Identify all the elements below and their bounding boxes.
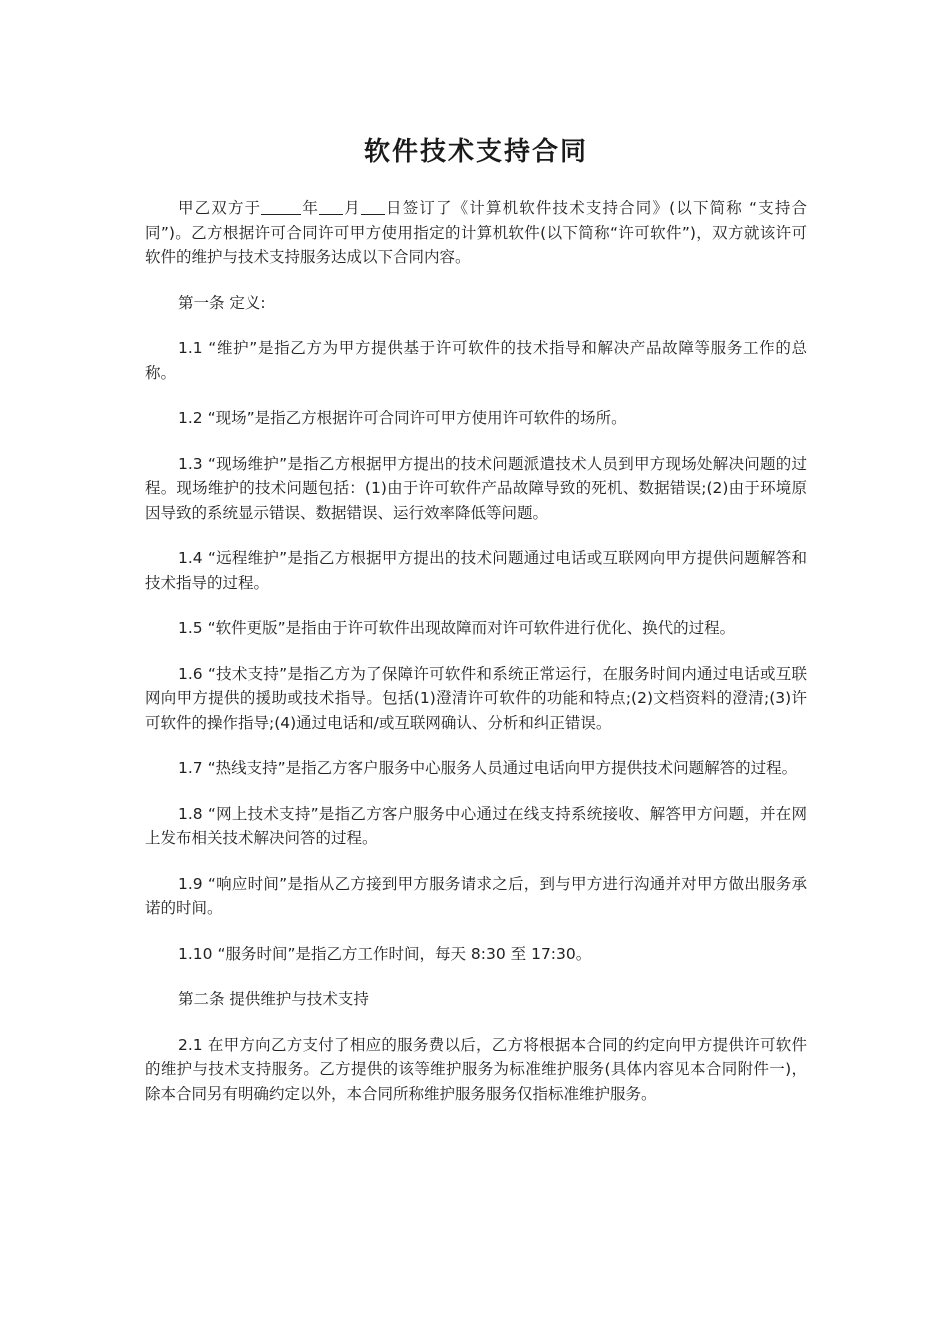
document-title: 软件技术支持合同 bbox=[363, 137, 588, 167]
intro-text-4: 日签订了《计算机软件技术支持合同》(以下简称 “支持合同”)。乙方根据许可合同许可甲方使用指定的计算机软件(以下简称“许可软件”)，双方就该许可软件的维护与技术支持服务达成以下合同内容。 bbox=[145, 199, 807, 266]
month-blank bbox=[319, 198, 343, 215]
intro-text-3: 月 bbox=[343, 199, 361, 217]
clause-1-9: 1.9 “响应时间”是指从乙方接到甲方服务请求之后，到与甲方进行沟通并对甲方做出服务承诺的时间。 bbox=[145, 874, 807, 917]
clause-1-7: 1.7 “热线支持”是指乙方客户服务中心服务人员通过电话向甲方提供技术问题解答的过程。 bbox=[178, 759, 798, 777]
clause-1-2: 1.2 “现场”是指乙方根据许可合同许可甲方使用许可软件的场所。 bbox=[178, 409, 627, 427]
clause-1-10: 1.10 “服务时间”是指乙方工作时间，每天 8:30 至 17:30。 bbox=[178, 944, 592, 963]
intro-paragraph bbox=[145, 196, 807, 270]
day-blank bbox=[361, 198, 385, 215]
year-blank bbox=[261, 198, 301, 215]
clause-1-6: 1.6 “技术支持”是指乙方为了保障许可软件和系统正常运行，在服务时间内通过电话或互联网向甲方提供的援助或技术指导。包括(1)澄清许可软件的功能和特点;(2)文档资料的澄清;(3)许可软件的操作指导;(4)通过电话和/或互联网确认、分析和纠正错误。 bbox=[145, 664, 807, 732]
article-1-heading: 第一条 定义: bbox=[178, 293, 266, 312]
article-2-heading: 第二条 提供维护与技术支持 bbox=[178, 990, 369, 1008]
intro-text-1: 甲乙双方于 bbox=[178, 199, 262, 217]
intro-text-2: 年 bbox=[301, 199, 320, 217]
clause-1-3: 1.3 “现场维护”是指乙方根据甲方提出的技术问题派遣技术人员到甲方现场处解决问题的过程。现场维护的技术问题包括：(1)由于许可软件产品故障导致的死机、数据错误;(2)由于环境原因导致的系统显示错误、数据错误、运行效率降低等问题。 bbox=[145, 454, 807, 522]
clause-1-5: 1.5 “软件更版”是指由于许可软件出现故障而对许可软件进行优化、换代的过程。 bbox=[178, 619, 736, 637]
clause-2-1: 2.1 在甲方向乙方支付了相应的服务费以后，乙方将根据本合同的约定向甲方提供许可软件的维护与技术支持服务。乙方提供的该等维护服务为标准维护服务(具体内容见本合同附件一)，除本合同另有明确约定以外，本合同所称维护服务服务仅指标准维护服务。 bbox=[145, 1035, 807, 1103]
clause-1-1: 1.1 “维护”是指乙方为甲方提供基于许可软件的技术指导和解决产品故障等服务工作的总称。 bbox=[145, 339, 807, 382]
clause-1-4: 1.4 “远程维护”是指乙方根据甲方提出的技术问题通过电话或互联网向甲方提供问题解答和技术指导的过程。 bbox=[145, 549, 807, 592]
clause-1-8: 1.8 “网上技术支持”是指乙方客户服务中心通过在线支持系统接收、解答甲方问题，并在网上发布相关技术解决问答的过程。 bbox=[145, 804, 807, 847]
document-body bbox=[145, 196, 807, 1127]
